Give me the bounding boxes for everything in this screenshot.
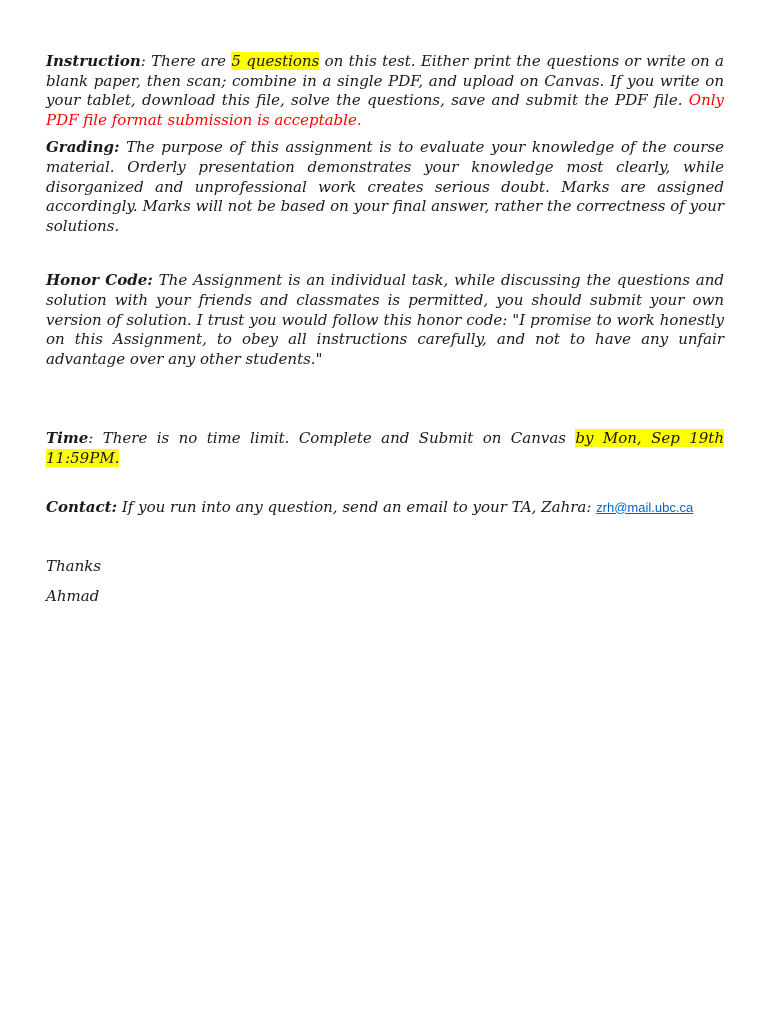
pdf-only-warning: Only PDF file format submission is acceptable. bbox=[46, 91, 724, 129]
instruction-label: Instruction bbox=[46, 52, 141, 70]
deadline-highlight: by Mon, Sep 19th 11:59PM. bbox=[46, 429, 724, 467]
instruction-text-body: on this test. Either print the questions or write on a blank paper, then scan; combine in a single PDF, and upload on Canvas. If you write on your tablet, download this file, solve the questions, save and submit the PDF file. bbox=[46, 52, 724, 110]
honor-code-text: The Assignment is an individual task, while discussing the questions and solution with your friends and classmates is permitted, you should submit your own version of solution. I trust you would follow this honor code: "I promise to work honestly on this Assignment, to obey all instructions carefully, and not to have any unfair advantage over any other students." bbox=[46, 271, 724, 368]
grading-text: The purpose of this assignment is to evaluate your knowledge of the course material. Orderly presentation demonstrates your knowledge most clearly, while disorganized and unprofessional work creates serious doubt. Marks are assigned accordingly. Marks will not be based on your final answer, rather the correctness of your solutions. bbox=[46, 138, 724, 235]
ta-email-link[interactable]: zrh@mail.ubc.ca bbox=[596, 499, 694, 515]
grading-label: Grading: bbox=[46, 138, 120, 157]
contact-paragraph bbox=[46, 498, 724, 518]
questions-count-highlight: 5 questions bbox=[231, 52, 320, 70]
honor-code-label: Honor Code: bbox=[46, 271, 153, 290]
time-text: : There is no time limit. Complete and Submit on Canvas bbox=[88, 429, 576, 448]
instruction-paragraph bbox=[46, 52, 724, 130]
instruction-text-start: : There are bbox=[140, 52, 232, 70]
contact-label: Contact: bbox=[46, 497, 118, 516]
time-label: Time bbox=[46, 429, 89, 448]
signature: Ahmad bbox=[46, 586, 100, 605]
contact-text: If you run into any question, send an email to your TA, Zahra: bbox=[117, 497, 597, 516]
honor-code-paragraph bbox=[46, 271, 724, 369]
time-paragraph bbox=[46, 429, 724, 468]
document-page bbox=[46, 52, 724, 606]
closing-thanks: Thanks bbox=[46, 557, 102, 576]
grading-paragraph bbox=[46, 138, 724, 236]
